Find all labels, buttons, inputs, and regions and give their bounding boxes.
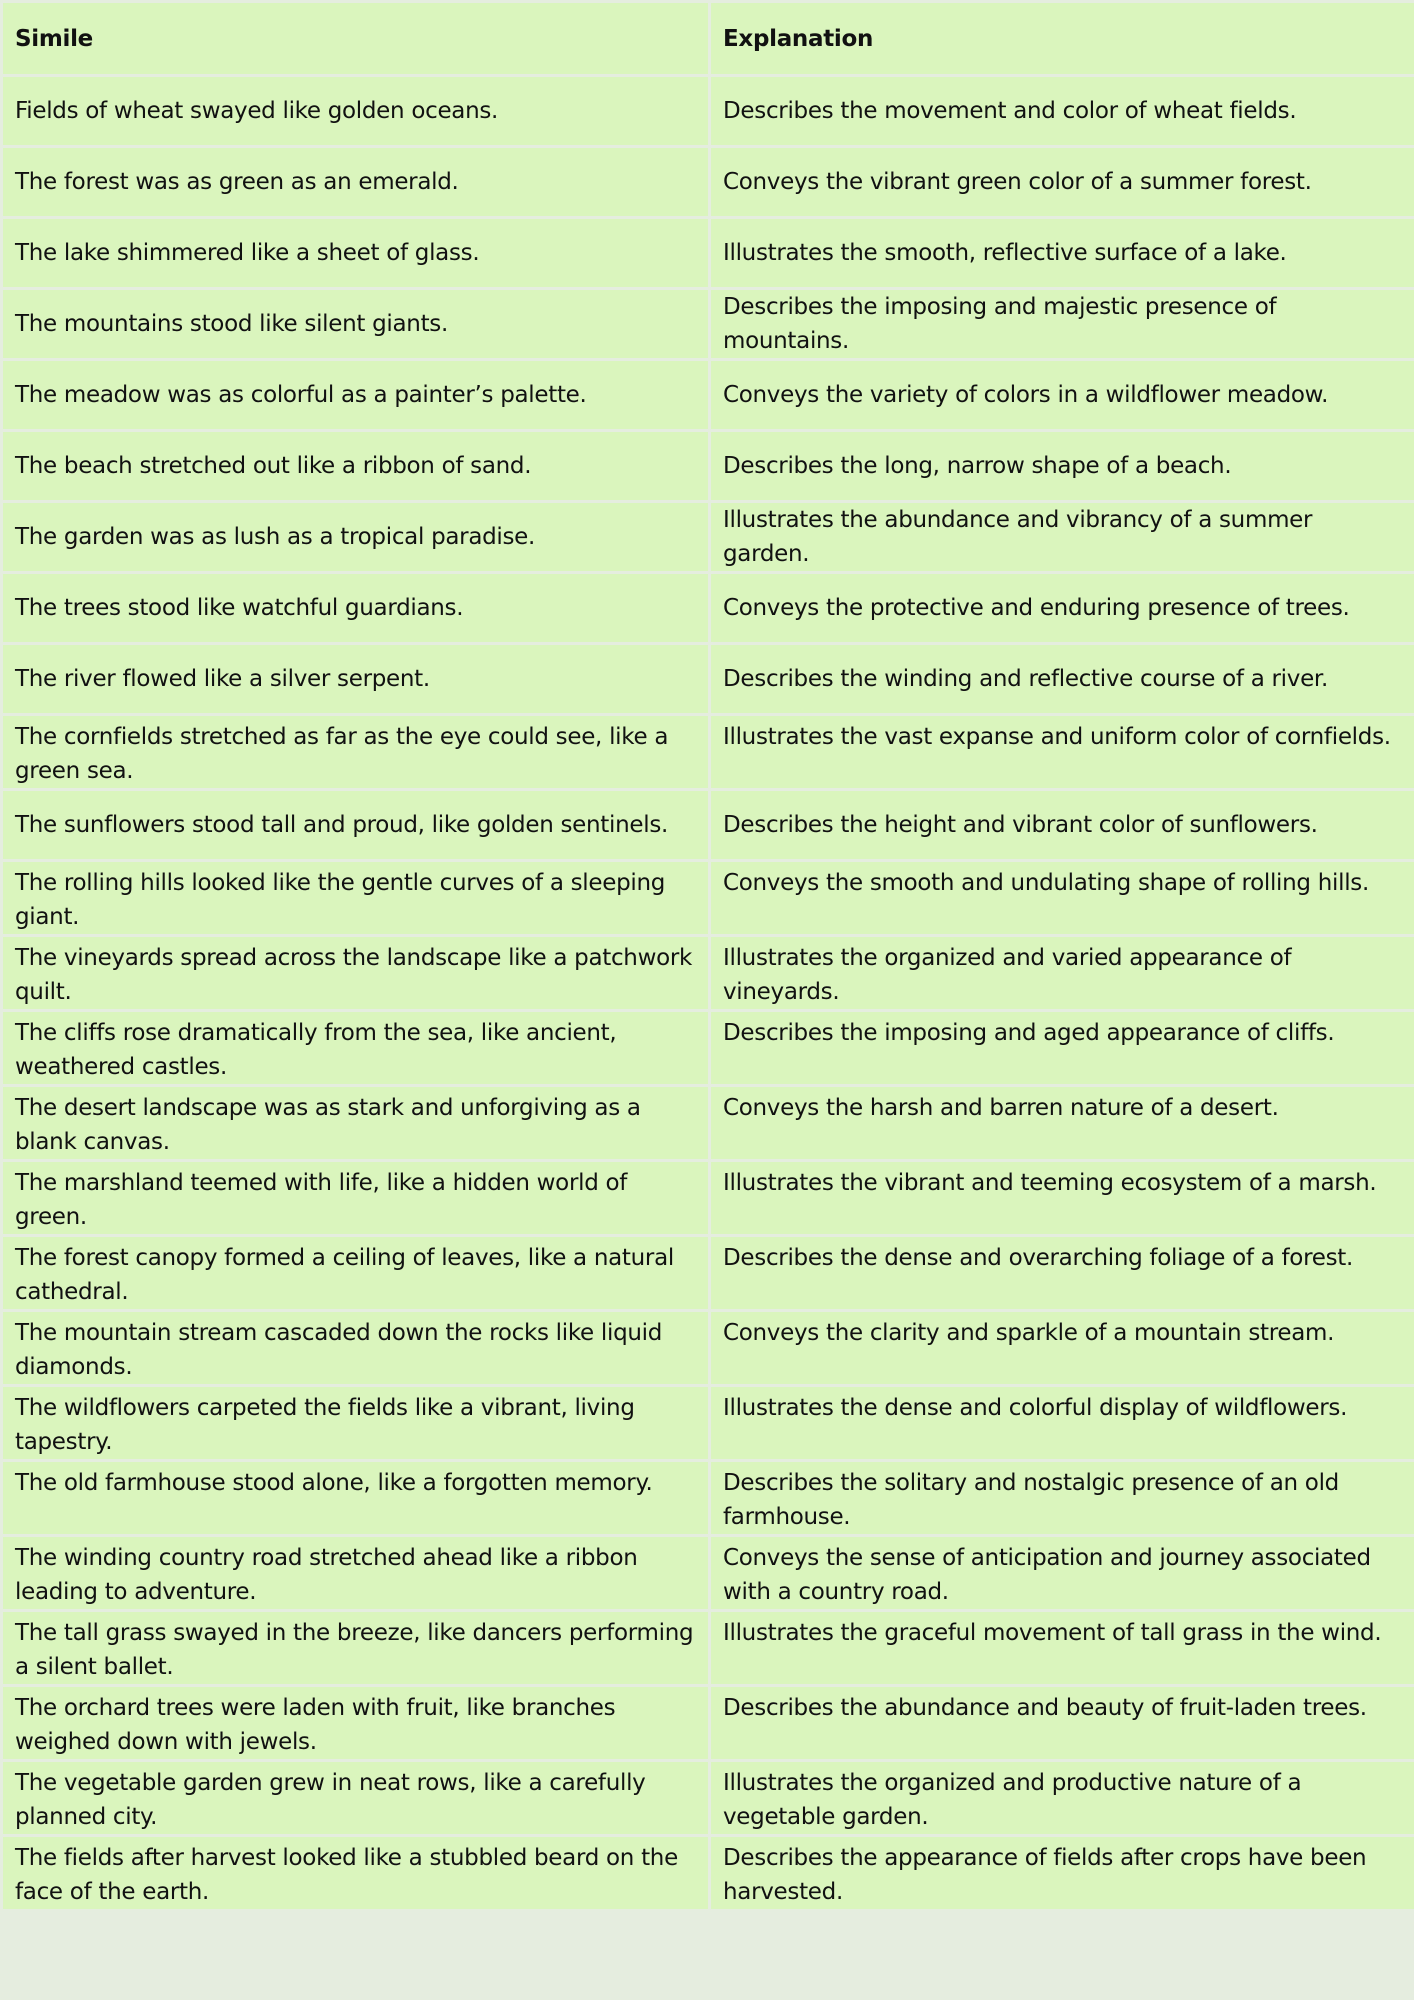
explanation-cell: Describes the abundance and beauty of fruit-laden trees. (710, 1686, 1414, 1761)
explanation-cell: Conveys the vibrant green color of a summer forest. (710, 147, 1414, 218)
simile-cell: The meadow was as colorful as a painter’s palette. (2, 360, 710, 431)
simile-cell: The forest was as green as an emerald. (2, 147, 710, 218)
explanation-cell: Illustrates the abundance and vibrancy of a summer garden. (710, 502, 1414, 573)
explanation-cell: Describes the winding and reflective course of a river. (710, 644, 1414, 715)
simile-cell: The forest canopy formed a ceiling of leaves, like a natural cathedral. (2, 1236, 710, 1311)
explanation-cell: Describes the appearance of fields after crops have been harvested. (710, 1836, 1414, 1911)
simile-cell: The wildflowers carpeted the fields like a vibrant, living tapestry. (2, 1386, 710, 1461)
simile-cell: The old farmhouse stood alone, like a forgotten memory. (2, 1461, 710, 1536)
table-row (2, 1611, 1414, 1686)
simile-cell: The sunflowers stood tall and proud, like golden sentinels. (2, 790, 710, 861)
explanation-cell: Conveys the variety of colors in a wildflower meadow. (710, 360, 1414, 431)
simile-cell: The vegetable garden grew in neat rows, like a carefully planned city. (2, 1761, 710, 1836)
table-row (2, 790, 1414, 861)
header-simile: Simile (2, 2, 710, 76)
simile-cell: The cornfields stretched as far as the eye could see, like a green sea. (2, 715, 710, 790)
table-row (2, 360, 1414, 431)
explanation-cell: Describes the dense and overarching foliage of a forest. (710, 1236, 1414, 1311)
explanation-cell: Conveys the sense of anticipation and journey associated with a country road. (710, 1536, 1414, 1611)
simile-cell: The vineyards spread across the landscape like a patchwork quilt. (2, 936, 710, 1011)
explanation-cell: Illustrates the smooth, reflective surface of a lake. (710, 218, 1414, 289)
table-row (2, 1386, 1414, 1461)
table-row (2, 1686, 1414, 1761)
explanation-cell: Describes the movement and color of wheat fields. (710, 76, 1414, 147)
simile-cell: The marshland teemed with life, like a hidden world of green. (2, 1161, 710, 1236)
table-row (2, 936, 1414, 1011)
table-row (2, 218, 1414, 289)
header-row (2, 2, 1414, 76)
simile-cell: The winding country road stretched ahead like a ribbon leading to adventure. (2, 1536, 710, 1611)
explanation-cell: Describes the imposing and aged appearance of cliffs. (710, 1011, 1414, 1086)
table-row (2, 1236, 1414, 1311)
table-row (2, 1761, 1414, 1836)
table-row (2, 502, 1414, 573)
simile-cell: The lake shimmered like a sheet of glass. (2, 218, 710, 289)
table-row (2, 1311, 1414, 1386)
simile-cell: The mountains stood like silent giants. (2, 289, 710, 360)
table-row (2, 1461, 1414, 1536)
table-row (2, 1011, 1414, 1086)
explanation-cell: Describes the imposing and majestic presence of mountains. (710, 289, 1414, 360)
simile-cell: The garden was as lush as a tropical paradise. (2, 502, 710, 573)
explanation-cell: Describes the solitary and nostalgic presence of an old farmhouse. (710, 1461, 1414, 1536)
explanation-cell: Illustrates the vast expanse and uniform color of cornfields. (710, 715, 1414, 790)
simile-cell: The desert landscape was as stark and unforgiving as a blank canvas. (2, 1086, 710, 1161)
simile-cell: The fields after harvest looked like a stubbled beard on the face of the earth. (2, 1836, 710, 1911)
explanation-cell: Conveys the harsh and barren nature of a desert. (710, 1086, 1414, 1161)
table-row (2, 1161, 1414, 1236)
explanation-cell: Illustrates the graceful movement of tall grass in the wind. (710, 1611, 1414, 1686)
explanation-cell: Conveys the protective and enduring presence of trees. (710, 573, 1414, 644)
simile-cell: The cliffs rose dramatically from the sea, like ancient, weathered castles. (2, 1011, 710, 1086)
table-row (2, 289, 1414, 360)
simile-cell: The beach stretched out like a ribbon of sand. (2, 431, 710, 502)
header-explanation: Explanation (710, 2, 1414, 76)
explanation-cell: Describes the long, narrow shape of a beach. (710, 431, 1414, 502)
explanation-cell: Conveys the smooth and undulating shape of rolling hills. (710, 861, 1414, 936)
table-row (2, 1836, 1414, 1911)
table-row (2, 76, 1414, 147)
simile-cell: The mountain stream cascaded down the rocks like liquid diamonds. (2, 1311, 710, 1386)
explanation-cell: Illustrates the vibrant and teeming ecosystem of a marsh. (710, 1161, 1414, 1236)
explanation-cell: Describes the height and vibrant color of sunflowers. (710, 790, 1414, 861)
table-row (2, 1086, 1414, 1161)
explanation-cell: Illustrates the dense and colorful display of wildflowers. (710, 1386, 1414, 1461)
table-row (2, 573, 1414, 644)
explanation-cell: Illustrates the organized and varied appearance of vineyards. (710, 936, 1414, 1011)
table-row (2, 431, 1414, 502)
explanation-cell: Illustrates the organized and productive nature of a vegetable garden. (710, 1761, 1414, 1836)
simile-cell: The river flowed like a silver serpent. (2, 644, 710, 715)
simile-cell: Fields of wheat swayed like golden oceans. (2, 76, 710, 147)
table-row (2, 715, 1414, 790)
table-row (2, 861, 1414, 936)
simile-cell: The orchard trees were laden with fruit, like branches weighed down with jewels. (2, 1686, 710, 1761)
table-row (2, 147, 1414, 218)
explanation-cell: Conveys the clarity and sparkle of a mountain stream. (710, 1311, 1414, 1386)
table-row (2, 644, 1414, 715)
table-row (2, 1536, 1414, 1611)
simile-cell: The trees stood like watchful guardians. (2, 573, 710, 644)
simile-cell: The rolling hills looked like the gentle curves of a sleeping giant. (2, 861, 710, 936)
simile-cell: The tall grass swayed in the breeze, like dancers performing a silent ballet. (2, 1611, 710, 1686)
